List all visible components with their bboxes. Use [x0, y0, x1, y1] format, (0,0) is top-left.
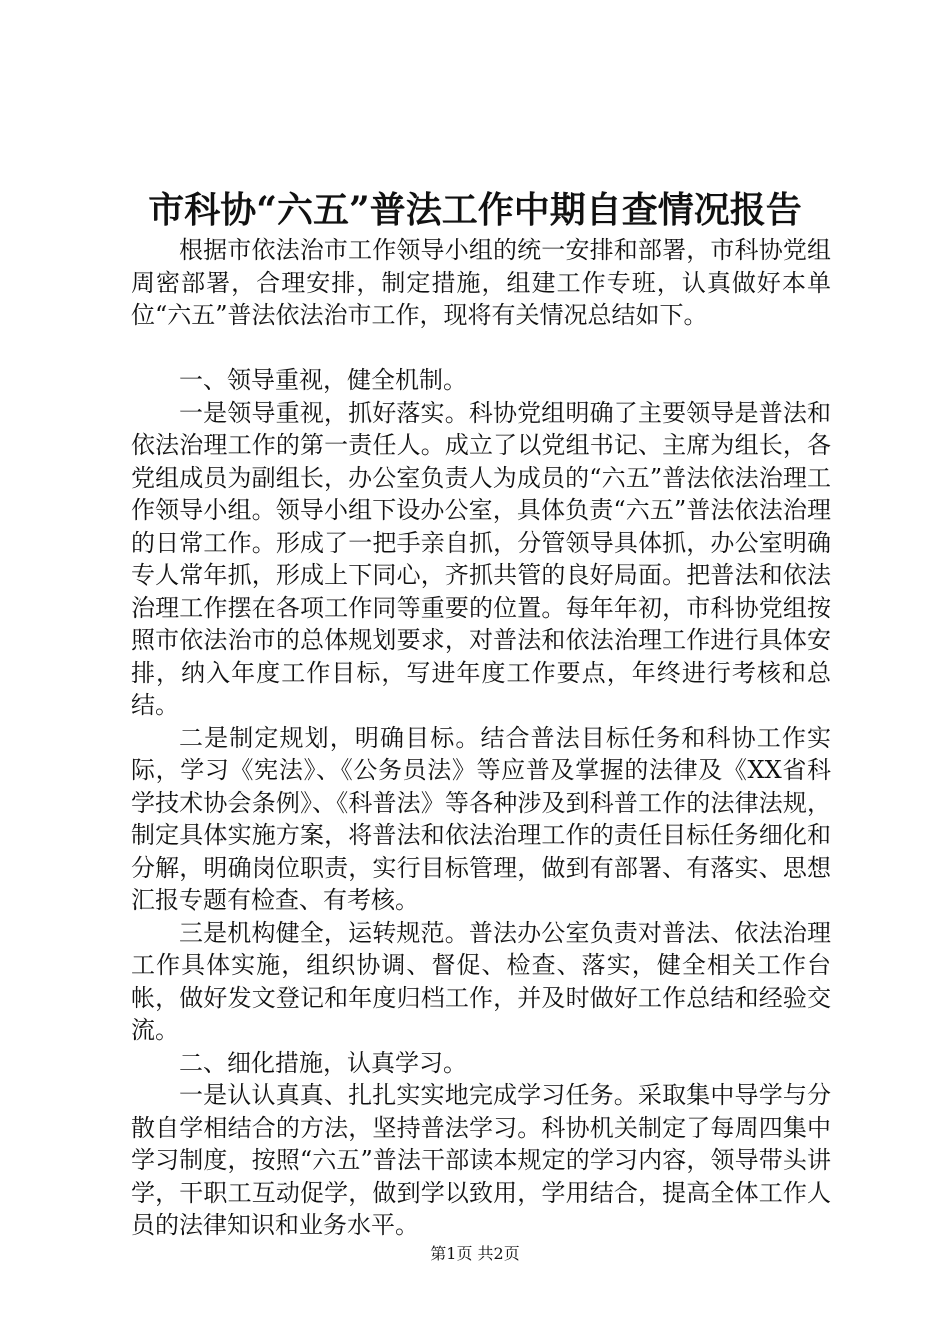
section-heading-2: 二、细化措施，认真学习。 — [179, 1048, 467, 1077]
paragraph-1-3: 三是机构健全，运转规范。普法办公室负责对普法、依法治理工作具体实施，组织协调、督促、检查、落实，健全相关工作台帐，做好发文登记和年度归档工作，并及时做好工作总结和经验交流。 — [131, 918, 831, 1044]
paragraph-spacer — [131, 332, 831, 365]
paragraph-2-1: 一是认认真真、扎扎实实地完成学习任务。采取集中导学与分散自学相结合的方法，坚持普法学习。科协机关制定了每周四集中学习制度，按照“六五”普法干部读本规定的学习内容，领导带头讲学，干职工互动促学，做到学以致用，学用结合，提高全体工作人员的法律知识和业务水平。 — [131, 1081, 831, 1239]
document-body — [131, 234, 831, 1242]
paragraph-1-1: 一是领导重视，抓好落实。科协党组明确了主要领导是普法和依法治理工作的第一责任人。成立了以党组书记、主席为组长，各党组成员为副组长，办公室负责人为成员的“六五”普法依法治理工作领导小组。领导小组下设办公室，具体负责“六五”普法依法治理的日常工作。形成了一把手亲自抓，分管领导具体抓，办公室明确专人常年抓，形成上下同心，齐抓共管的良好局面。把普法和依法治理工作摆在各项工作同等重要的位置。每年年初，市科协党组按照市依法治市的总体规划要求，对普法和依法治理工作进行具体安排，纳入年度工作目标，写进年度工作要点，年终进行考核和总结。 — [131, 398, 831, 719]
paragraph-intro: 根据市依法治市工作领导小组的统一安排和部署，市科协党组周密部署，合理安排，制定措施，组建工作专班，认真做好本单位“六五”普法依法治市工作，现将有关情况总结如下。 — [131, 236, 831, 329]
document-title: 市科协“六五”普法工作中期自查情况报告 — [148, 189, 802, 231]
paragraph-1-2: 二是制定规划，明确目标。结合普法目标任务和科协工作实际，学习《宪法》、《公务员法》等应普及掌握的法律及《XX省科学技术协会条例》、《科普法》等各种涉及到科普工作的法律法规，制定具体实施方案，将普法和依法治理工作的责任目标任务细化和分解，明确岗位职责，实行目标管理，做到有部署、有落实、思想汇报专题有检查、有考核。 — [131, 723, 831, 914]
section-heading-1: 一、领导重视，健全机制。 — [179, 366, 467, 394]
page-number-footer: 第1页 共2页 — [430, 1244, 520, 1263]
